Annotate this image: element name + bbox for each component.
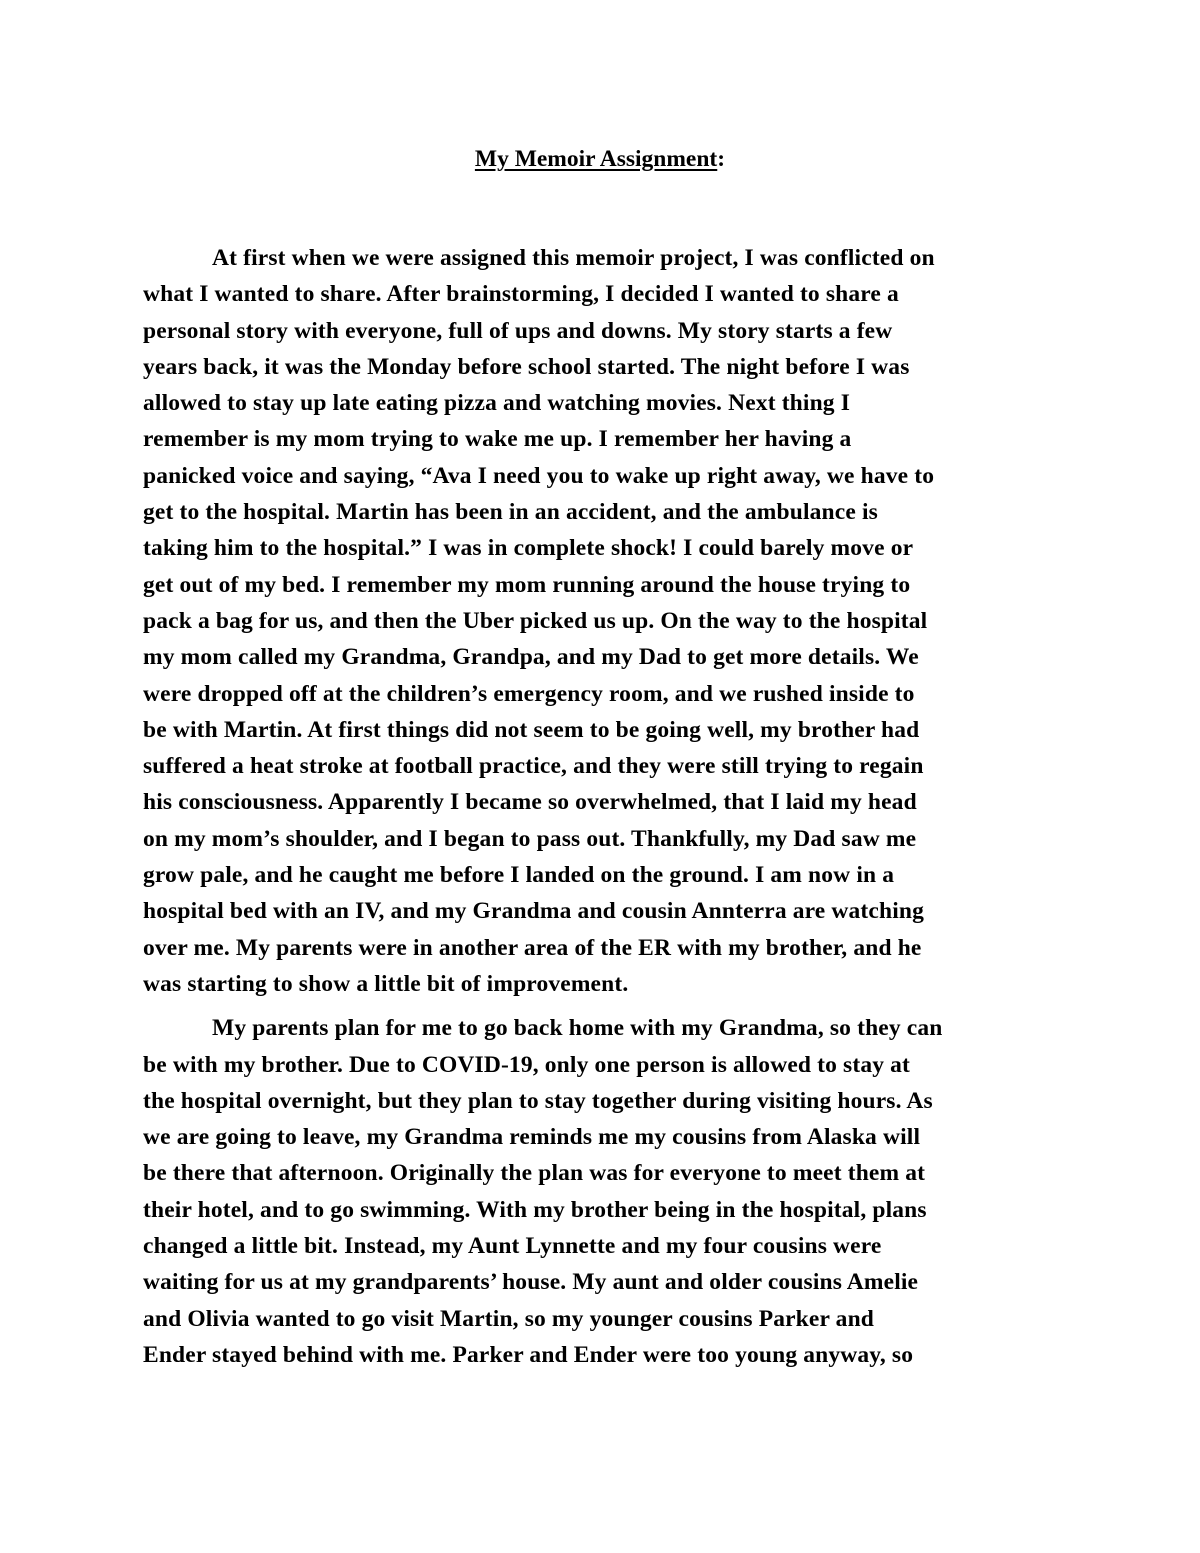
page-title bbox=[0, 142, 1200, 176]
page-title-colon: : bbox=[717, 146, 726, 172]
paragraph-2: My parents plan for me to go back home with my Grandma, so they can be with my brother. Due to COVID-19, only one person is allowed to stay at the hospital overnight, but they plan to stay together during visiting hours. As we are going to leave, my Grandma reminds me my cousins from Alaska will be there that afternoon. Originally the plan was for everyone to meet them at their hotel, and to go swimming. With my brother being in the hospital, plans changed a little bit. Instead, my Aunt Lynnette and my four cousins were waiting for us at my grandparents’ house. My aunt and older cousins Amelie and Olivia wanted to go visit Martin, so my younger cousins Parker and Ender stayed behind with me. Parker and Ender were too young anyway, so bbox=[143, 1015, 943, 1368]
memoir-body bbox=[143, 240, 1058, 1373]
paragraph-1: At first when we were assigned this memoir project, I was conflicted on what I wanted to share. After brainstorming, I decided I wanted to share a personal story with everyone, full of ups and downs. My story starts a few years back, it was the Monday before school started. The night before I was allowed to stay up late eating pizza and watching movies. Next thing I remember is my mom trying to wake me up. I remember her having a panicked voice and saying, “Ava I need you to wake up right away, we have to get to the hospital. Martin has been in an accident, and the ambulance is taking him to the hospital.” I was in complete shock! I could barely move or get out of my bed. I remember my mom running around the house trying to pack a bag for us, and then the Uber picked us up. On the way to the hospital my mom called my Grandma, Grandpa, and my Dad to get more details. We were dropped off at the children’s emergency room, and we rushed inside to be with Martin. At first things did not seem to be going well, my brother had suffered a heat stroke at football practice, and they were still trying to regain his consciousness. Apparently I became so overwhelmed, that I laid my head on my mom’s shoulder, and I began to pass out. Thankfully, my Dad saw me grow pale, and he caught me before I landed on the ground. I am now in a hospital bed with an IV, and my Grandma and cousin Annterra are watching over me. My parents were in another area of the ER with my brother, and he was starting to show a little bit of improvement. bbox=[143, 245, 935, 997]
page-title-text: My Memoir Assignment bbox=[474, 146, 718, 172]
